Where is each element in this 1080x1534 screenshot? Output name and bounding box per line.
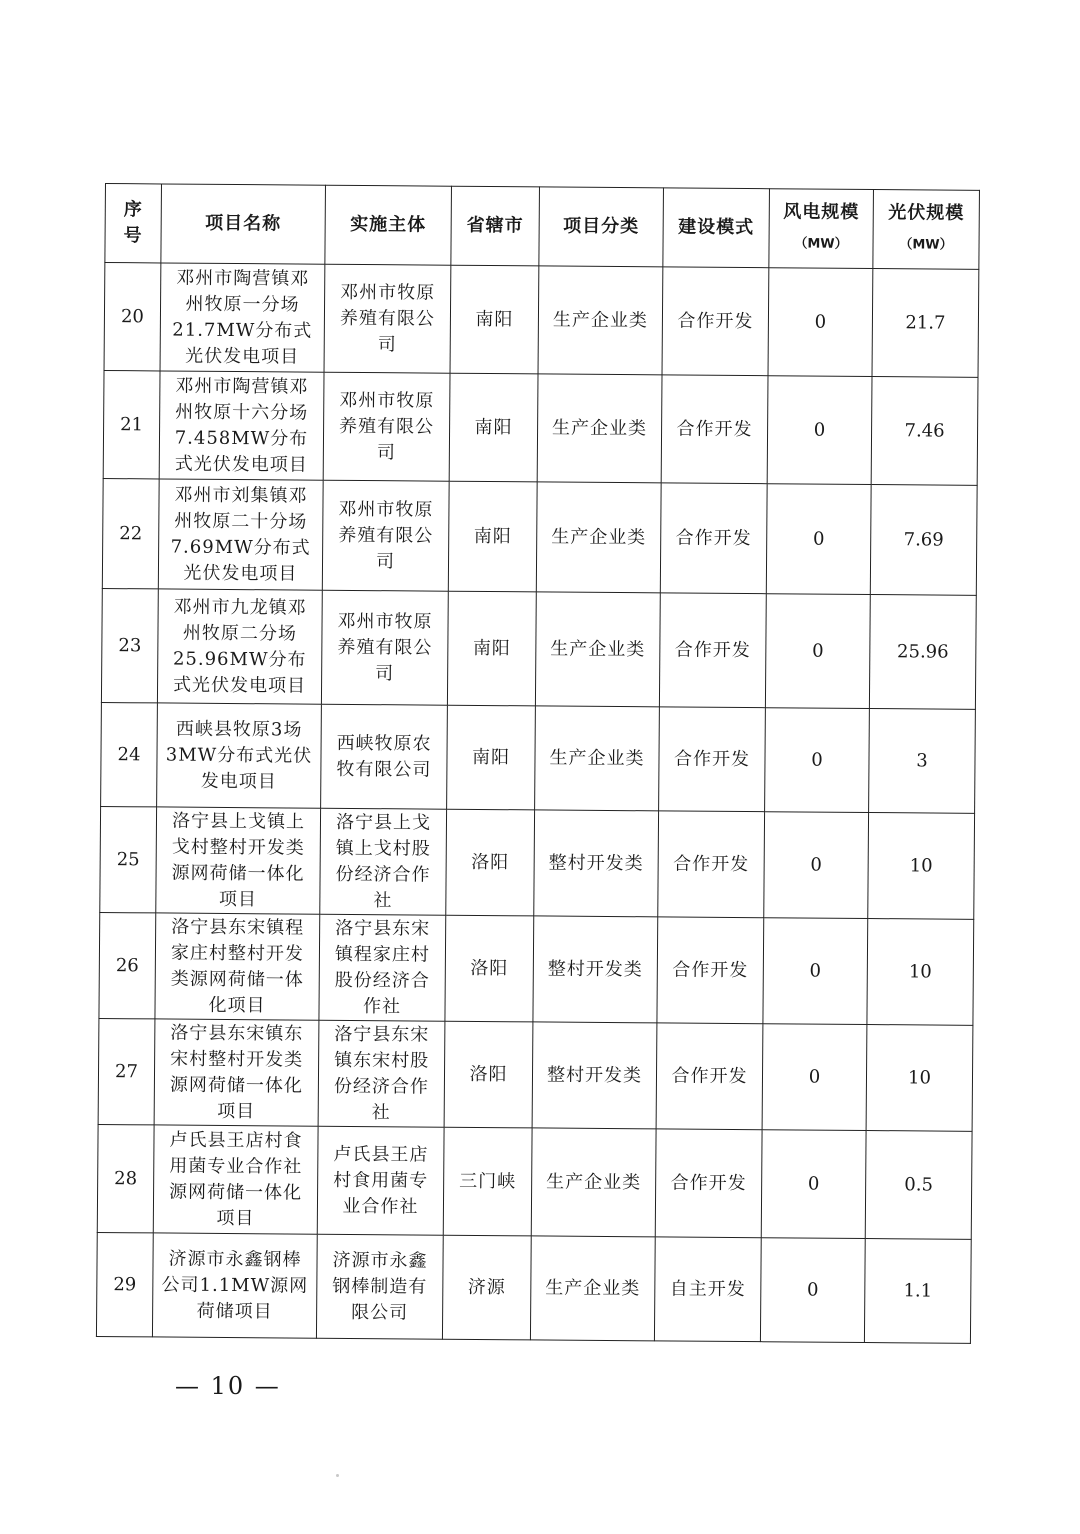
row-category: 生产企业类 bbox=[530, 1236, 655, 1341]
row-pv-scale: 0.5 bbox=[865, 1131, 972, 1240]
row-mode: 合作开发 bbox=[662, 267, 769, 376]
row-mode: 合作开发 bbox=[658, 811, 765, 918]
row-pv-scale: 7.69 bbox=[870, 485, 977, 596]
row-category: 生产企业类 bbox=[531, 1128, 656, 1237]
row-city: 南阳 bbox=[447, 591, 536, 706]
row-entity: 邓州市牧原养殖有限公司 bbox=[321, 590, 448, 705]
row-pv-scale: 10 bbox=[866, 1025, 973, 1132]
row-city: 三门峡 bbox=[443, 1127, 532, 1236]
row-city: 济源 bbox=[442, 1235, 531, 1340]
row-wind-scale: 0 bbox=[762, 1024, 867, 1131]
row-entity: 卢氏县王店村食用菌专业合作社 bbox=[317, 1126, 444, 1235]
table-row bbox=[98, 1018, 973, 1131]
row-city: 南阳 bbox=[447, 705, 536, 810]
row-city: 洛阳 bbox=[446, 809, 535, 916]
row-pv-scale: 1.1 bbox=[864, 1239, 971, 1344]
table-row bbox=[102, 478, 977, 595]
row-mode: 自主开发 bbox=[654, 1237, 761, 1342]
row-seq: 20 bbox=[104, 263, 161, 371]
row-pv-scale: 7.46 bbox=[871, 377, 978, 486]
row-seq: 23 bbox=[101, 588, 158, 702]
table-row bbox=[101, 702, 976, 813]
row-project-name: 洛宁县上戈镇上戈村整村开发类源网荷储一体化项目 bbox=[156, 807, 321, 914]
header-mode: 建设模式 bbox=[663, 188, 770, 268]
row-city: 洛阳 bbox=[444, 1021, 533, 1128]
row-project-name: 邓州市刘集镇邓州牧原二十分场7.69MW分布式光伏发电项目 bbox=[158, 479, 323, 590]
row-entity: 济源市永鑫钢棒制造有限公司 bbox=[316, 1234, 443, 1339]
header-name: 项目名称 bbox=[161, 184, 326, 264]
row-entity: 邓州市牧原养殖有限公司 bbox=[324, 264, 451, 373]
row-seq: 27 bbox=[98, 1018, 155, 1124]
row-mode: 合作开发 bbox=[655, 1129, 762, 1238]
row-mode: 合作开发 bbox=[660, 483, 767, 594]
row-category: 整村开发类 bbox=[532, 1022, 657, 1129]
row-project-name: 邓州市陶营镇邓州牧原十六分场7.458MW分布式光伏发电项目 bbox=[159, 371, 324, 480]
row-wind-scale: 0 bbox=[761, 1130, 866, 1239]
row-city: 南阳 bbox=[449, 373, 538, 482]
row-seq: 29 bbox=[96, 1232, 153, 1336]
row-entity: 洛宁县上戈镇上戈村股份经济合作社 bbox=[320, 808, 447, 915]
row-entity: 邓州市牧原养殖有限公司 bbox=[323, 372, 450, 481]
row-pv-scale: 25.96 bbox=[869, 595, 976, 710]
table-header-row bbox=[105, 184, 980, 270]
row-seq: 24 bbox=[101, 702, 158, 806]
header-wind bbox=[769, 189, 874, 269]
row-seq: 21 bbox=[103, 370, 160, 478]
row-pv-scale: 21.7 bbox=[872, 269, 979, 378]
page-number: — 10 — bbox=[175, 1372, 281, 1400]
row-category: 生产企业类 bbox=[538, 266, 663, 375]
row-mode: 合作开发 bbox=[657, 917, 764, 1024]
row-mode: 合作开发 bbox=[661, 375, 768, 484]
header-pv bbox=[873, 190, 980, 270]
row-category: 生产企业类 bbox=[535, 592, 660, 707]
header-seq: 序号 bbox=[105, 184, 162, 263]
row-wind-scale: 0 bbox=[768, 268, 873, 377]
row-category: 整村开发类 bbox=[533, 916, 658, 1023]
row-category: 生产企业类 bbox=[537, 374, 662, 483]
header-pv-label: 光伏规模 bbox=[888, 202, 965, 224]
row-seq: 28 bbox=[97, 1124, 154, 1232]
project-table bbox=[96, 183, 980, 1344]
row-seq: 22 bbox=[102, 478, 159, 588]
row-city: 南阳 bbox=[450, 265, 539, 374]
row-entity: 西峡牧原农牧有限公司 bbox=[321, 704, 448, 809]
row-city: 洛阳 bbox=[445, 915, 534, 1022]
row-wind-scale: 0 bbox=[767, 376, 872, 485]
row-mode: 合作开发 bbox=[659, 593, 766, 708]
row-wind-scale: 0 bbox=[765, 708, 870, 813]
row-category: 整村开发类 bbox=[534, 810, 659, 917]
row-project-name: 西峡县牧原3场3MW分布式光伏发电项目 bbox=[157, 703, 322, 808]
header-pv-unit: （MW） bbox=[899, 237, 953, 253]
row-wind-scale: 0 bbox=[765, 594, 870, 709]
row-city: 南阳 bbox=[448, 481, 537, 592]
row-seq: 25 bbox=[100, 806, 157, 912]
header-entity: 实施主体 bbox=[325, 185, 452, 265]
table-row bbox=[99, 912, 974, 1025]
row-project-name: 洛宁县东宋镇程家庄村整村开发类源网荷储一体化项目 bbox=[155, 913, 320, 1020]
table-row bbox=[103, 370, 978, 485]
row-entity: 洛宁县东宋镇东宋村股份经济合作社 bbox=[318, 1020, 445, 1127]
header-city: 省辖市 bbox=[451, 186, 540, 266]
row-seq: 26 bbox=[99, 912, 156, 1018]
header-category: 项目分类 bbox=[539, 187, 664, 267]
row-mode: 合作开发 bbox=[659, 707, 766, 812]
row-wind-scale: 0 bbox=[760, 1238, 865, 1343]
scan-speck bbox=[336, 1474, 339, 1477]
row-wind-scale: 0 bbox=[764, 812, 869, 919]
table-row bbox=[97, 1124, 972, 1239]
row-mode: 合作开发 bbox=[656, 1023, 763, 1130]
row-entity: 邓州市牧原养殖有限公司 bbox=[322, 480, 449, 591]
row-category: 生产企业类 bbox=[536, 482, 661, 593]
header-wind-unit: （MW） bbox=[794, 236, 848, 252]
row-category: 生产企业类 bbox=[535, 706, 660, 811]
row-wind-scale: 0 bbox=[763, 918, 868, 1025]
row-entity: 洛宁县东宋镇程家庄村股份经济合作社 bbox=[319, 914, 446, 1021]
row-pv-scale: 10 bbox=[868, 813, 975, 920]
row-project-name: 洛宁县东宋镇东宋村整村开发类源网荷储一体化项目 bbox=[154, 1019, 319, 1126]
table-row bbox=[96, 1232, 971, 1343]
row-project-name: 邓州市九龙镇邓州牧原二分场25.96MW分布式光伏发电项目 bbox=[157, 589, 322, 704]
row-wind-scale: 0 bbox=[766, 484, 871, 595]
table-row bbox=[104, 263, 979, 378]
header-wind-label: 风电规模 bbox=[783, 201, 860, 223]
table-row bbox=[101, 588, 976, 709]
row-project-name: 卢氏县王店村食用菌专业合作社源网荷储一体化项目 bbox=[153, 1125, 318, 1234]
row-project-name: 邓州市陶营镇邓州牧原一分场21.7MW分布式光伏发电项目 bbox=[160, 263, 325, 372]
row-pv-scale: 10 bbox=[867, 919, 974, 1026]
row-pv-scale: 3 bbox=[869, 709, 976, 814]
table-row bbox=[100, 806, 975, 919]
row-project-name: 济源市永鑫钢棒公司1.1MW源网荷储项目 bbox=[152, 1233, 317, 1338]
